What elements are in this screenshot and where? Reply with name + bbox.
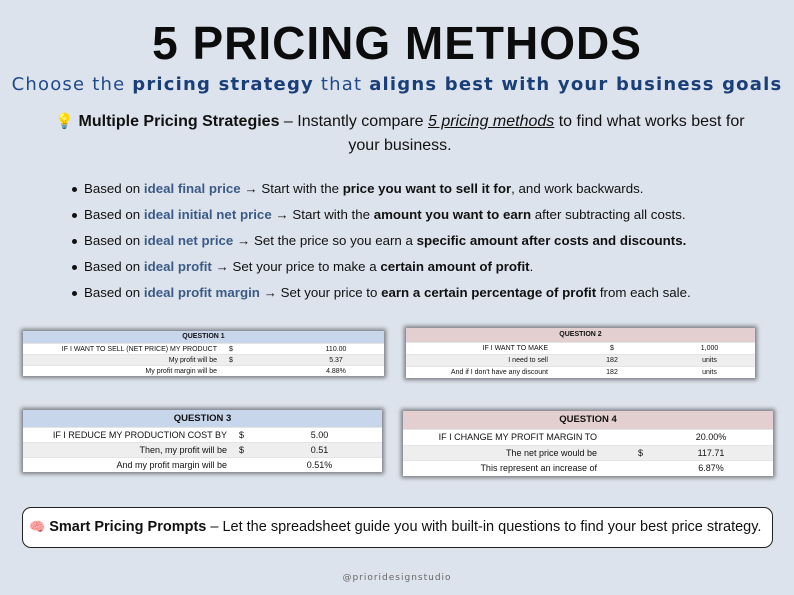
bullet-icon [72,213,77,218]
question-3-table [23,410,382,472]
strategy-item: Based on ideal net price → Set the price so you earn a specific amount after costs and discounts. [72,228,772,254]
footer-handle: @prioridesignstudio [342,573,452,583]
subtitle-bold-2: aligns best with your business goals [369,74,783,95]
table-row: My profit margin will be 4.88% [23,365,384,376]
question-4-table [403,411,773,476]
page-title: 5 PRICING METHODS [152,17,642,69]
bullet-icon [72,265,77,270]
table-row: And my profit margin will be 0.51% [23,457,382,472]
bullet-icon [72,291,77,296]
subtitle-text-1: Choose the [11,74,133,95]
table-row: This represent an increase of 6.87% [403,460,773,476]
strategy-item: Based on ideal profit margin → Set your price to earn a certain percentage of profit from each sale. [72,280,772,306]
prompt-bold: Smart Pricing Prompts [49,519,207,535]
table-row: My profit will be $ 5.37 [23,354,384,365]
bullet-icon [72,187,77,192]
question-1-header: QUESTION 1 [23,331,384,343]
table-row: I need to sell 182 units [406,354,755,366]
question-4-header: QUESTION 4 [403,411,773,429]
table-row: IF I WANT TO SELL (NET PRICE) MY PRODUCT $ 110.00 [23,343,384,354]
table-row: Then, my profit will be $ 0.51 [23,442,382,457]
page-subtitle [0,74,794,95]
question-2-header: QUESTION 2 [406,328,755,342]
table-row: The net price would be $ 117.71 [403,445,773,461]
strategy-list [72,176,772,306]
intro-text-2: to find what works best for your business. [348,113,745,154]
strategy-item: Based on ideal profit → Set your price to make a certain amount of profit. [72,254,772,280]
table-row: IF I WANT TO MAKE $ 1,000 [406,342,755,354]
lightbulb-icon: 💡 [55,113,75,130]
smart-prompts-box [22,507,773,548]
question-1-table [23,331,384,376]
table-row: IF I CHANGE MY PROFIT MARGIN TO 20.00% [403,429,773,445]
question-2-table [406,328,755,378]
intro-methods-link: 5 pricing methods [427,113,555,130]
prompt-text: – Let the spreadsheet guide you with built-in questions to find your best price strategy. [206,519,762,535]
table-row: And if I don't have any discount 182 units [406,366,755,378]
intro-paragraph [55,110,745,158]
intro-text-1: – Instantly compare [279,113,428,130]
strategy-item: Based on ideal initial net price → Start with the amount you want to earn after subtracting all costs. [72,202,772,228]
intro-bold: Multiple Pricing Strategies [78,113,280,130]
question-3-header: QUESTION 3 [23,410,382,427]
brain-icon: 🧠 [29,519,46,534]
bullet-icon [72,239,77,244]
subtitle-bold-1: pricing strategy [132,74,314,95]
strategy-item: Based on ideal final price → Start with the price you want to sell it for, and work backwards. [72,176,772,202]
table-row: IF I REDUCE MY PRODUCTION COST BY $ 5.00 [23,427,382,442]
subtitle-text-2: that [313,74,370,95]
